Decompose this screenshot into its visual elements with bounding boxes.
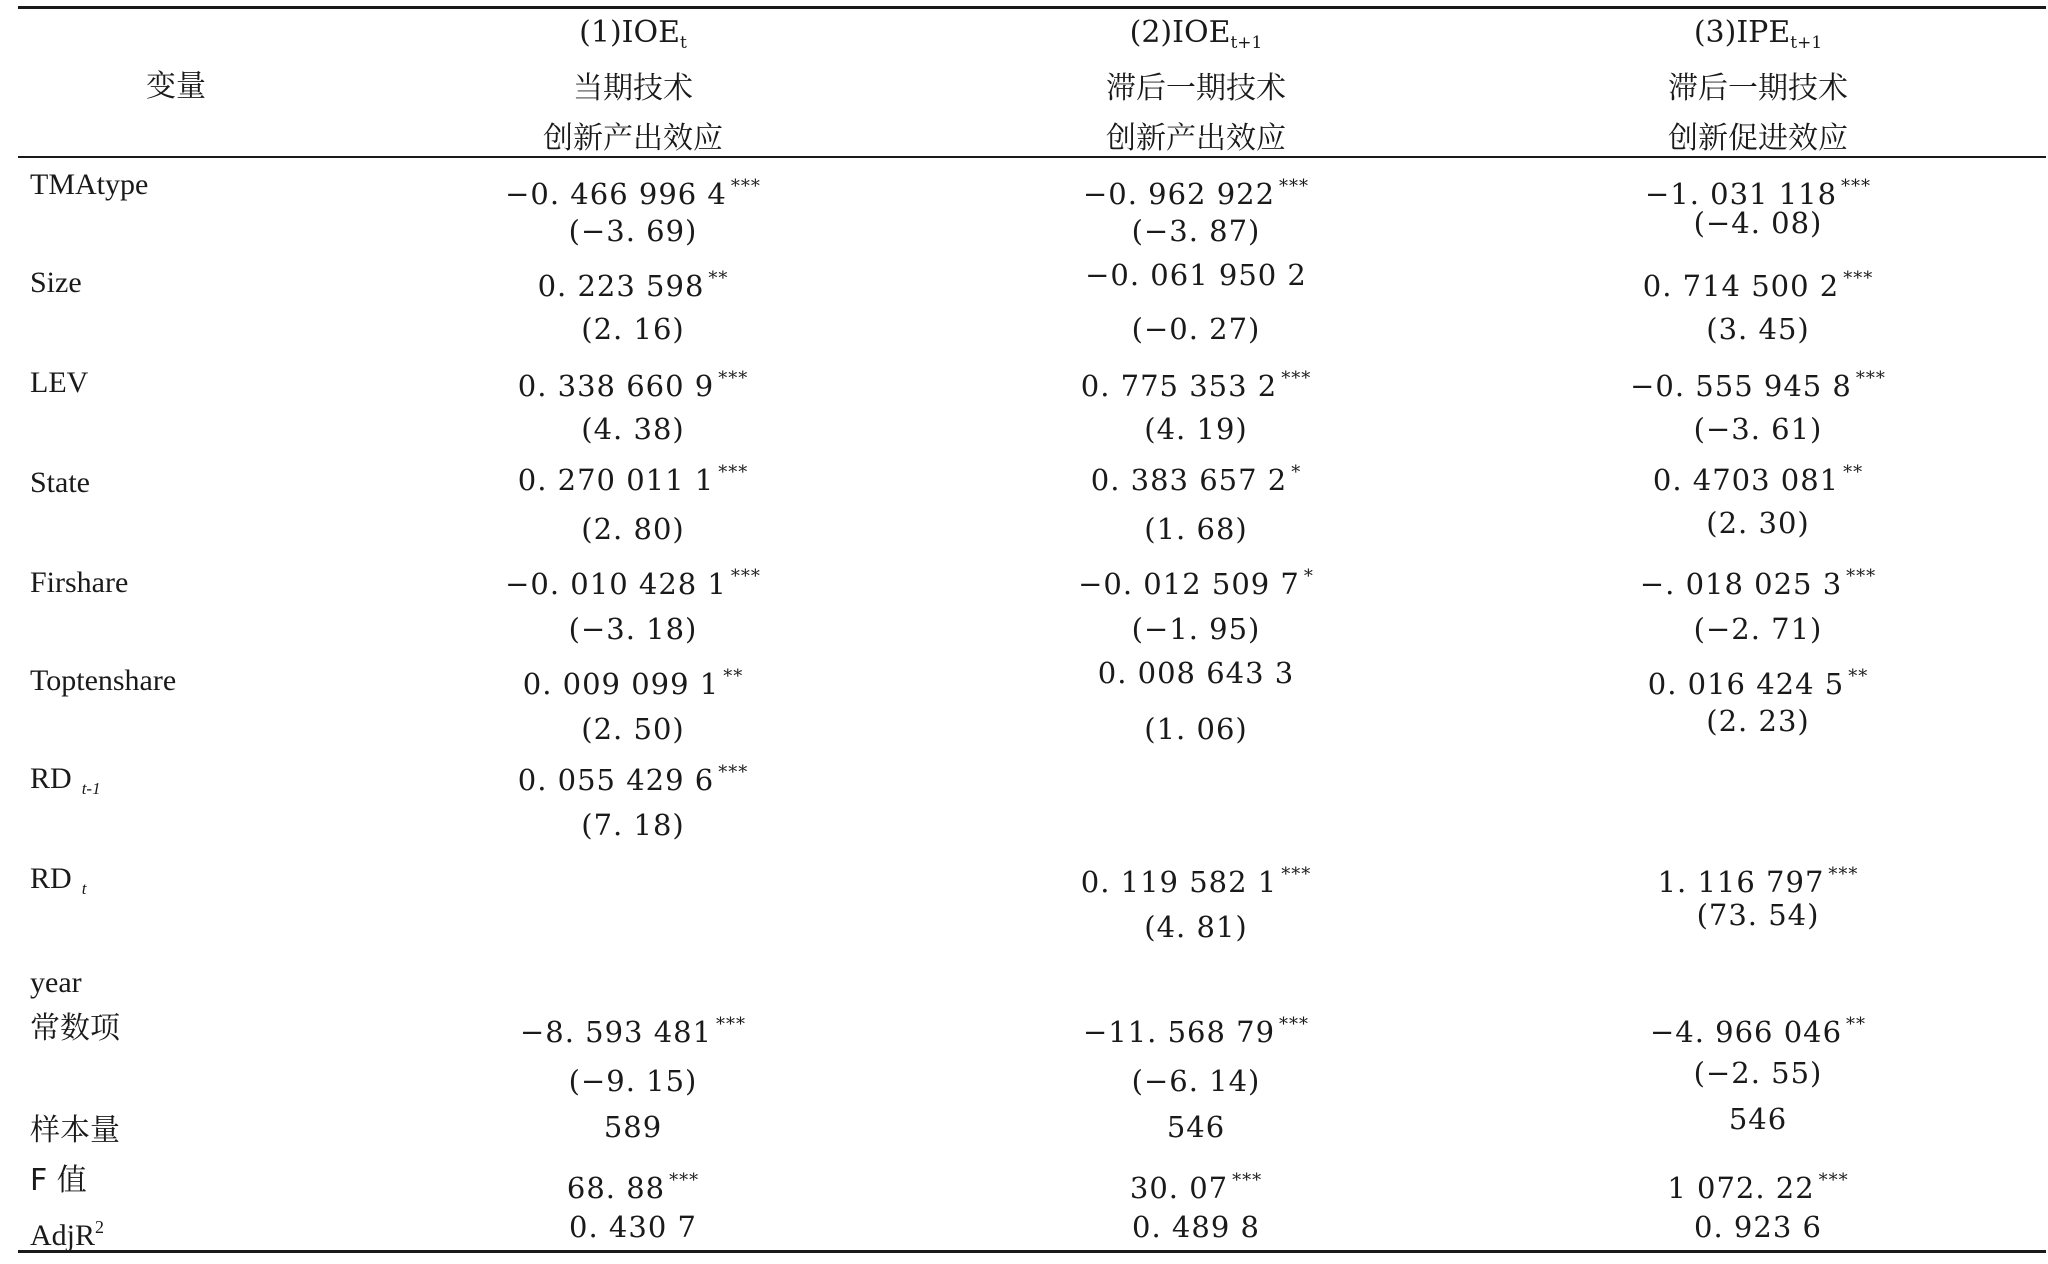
coef-value: −. 018 025 3: [1639, 567, 1843, 601]
row-label: [30, 966, 82, 1000]
col2-header-line3: 创新产出效应: [1106, 121, 1286, 156]
significance-stars: ***: [730, 176, 761, 197]
t-stat-c2: (−0. 27): [1131, 312, 1261, 346]
coef-value: −4. 966 046: [1649, 1015, 1843, 1049]
col1-header-line3: 创新产出效应: [543, 121, 723, 156]
col3-name: IPE: [1736, 15, 1791, 50]
row-label: [30, 266, 82, 300]
coef-value: 0. 489 8: [1132, 1210, 1260, 1244]
coef-c3: [1694, 1210, 1822, 1244]
significance-stars: *: [1291, 462, 1302, 483]
coef-c1: [523, 660, 743, 701]
row-label-text: F 值: [30, 1163, 87, 1198]
row-label-text: RD: [30, 762, 72, 795]
col1-sub: t: [680, 33, 687, 53]
row-label: [30, 466, 90, 500]
t-stat-c1: (7. 18): [581, 808, 685, 842]
coef-c1: [538, 262, 729, 303]
significance-stars: ***: [718, 462, 749, 483]
coef-c3: [1658, 858, 1859, 899]
row-label: [30, 862, 86, 906]
coef-c3: [1630, 362, 1886, 403]
coef-value: 589: [603, 1110, 663, 1144]
row-label-text: RD: [30, 862, 72, 895]
t-stat-c3: (73. 54): [1696, 898, 1820, 932]
row-label-text: Size: [30, 266, 82, 299]
t-stat-c2: (−3. 87): [1131, 214, 1261, 248]
col2-id: (2): [1129, 15, 1173, 50]
t-stat-c2: (−6. 14): [1131, 1064, 1261, 1098]
coef-value: −0. 466 996 4: [505, 177, 727, 211]
coef-value: 68. 88: [566, 1171, 666, 1205]
coef-c1: [505, 170, 761, 211]
significance-stars: ***: [1841, 176, 1872, 197]
t-stat-c3: (−2. 55): [1693, 1056, 1823, 1090]
row-label: [30, 366, 88, 400]
coef-c1: [567, 1164, 699, 1205]
significance-stars: ***: [1232, 1170, 1263, 1191]
significance-stars: ***: [1846, 566, 1877, 587]
t-stat-c2: (4. 81): [1144, 910, 1248, 944]
coef-value: −0. 010 428 1: [505, 567, 727, 601]
significance-stars: ***: [1281, 864, 1312, 885]
coef-c2: [1167, 1110, 1225, 1144]
coef-value: 0. 119 582 1: [1080, 865, 1278, 899]
coef-c2: [1083, 1008, 1309, 1049]
coef-c1: [520, 1008, 746, 1049]
row-label-superscript: 2: [95, 1217, 105, 1237]
col1-id: (1): [579, 15, 622, 50]
col3-header-line2: 滞后一期技术: [1668, 71, 1848, 106]
significance-stars: ***: [716, 1014, 747, 1035]
significance-stars: ***: [1855, 368, 1886, 389]
coef-value: 1. 116 797: [1657, 865, 1825, 899]
row-label: [30, 1210, 104, 1253]
significance-stars: **: [1848, 666, 1869, 687]
coef-c1: [518, 756, 748, 797]
row-label: [30, 168, 148, 202]
t-stat-c1: (2. 16): [581, 312, 685, 346]
top-rule: [18, 6, 2046, 9]
coef-c3: [1645, 170, 1871, 211]
coef-value: −0. 061 950 2: [1085, 258, 1307, 292]
significance-stars: **: [708, 268, 729, 289]
significance-stars: **: [723, 666, 744, 687]
coef-value: 0. 009 099 1: [522, 667, 720, 701]
col2-name: IOE: [1172, 15, 1231, 50]
coef-value: 0. 923 6: [1694, 1210, 1822, 1244]
significance-stars: **: [1843, 462, 1864, 483]
row-label: [30, 566, 128, 600]
coef-value: −0. 962 922: [1082, 177, 1276, 211]
coef-value: 0. 270 011 1: [517, 463, 715, 497]
row-label-text: 常数项: [30, 1011, 120, 1046]
coef-value: −1. 031 118: [1644, 177, 1838, 211]
coef-c1: [604, 1110, 662, 1144]
t-stat-c1: (2. 80): [581, 512, 685, 546]
coef-c2: [1081, 858, 1311, 899]
coef-value: 546: [1166, 1110, 1226, 1144]
coef-c3: [1729, 1102, 1787, 1136]
row-label-text: 样本量: [30, 1113, 120, 1148]
coef-value: 0. 4703 081: [1652, 463, 1840, 497]
coef-value: −11. 568 79: [1082, 1015, 1276, 1049]
coef-c2: [1091, 456, 1301, 497]
col3-id: (3): [1693, 15, 1737, 50]
regression-table: [18, 6, 2046, 1256]
significance-stars: ***: [718, 762, 749, 783]
row-label-text: TMAtype: [30, 168, 149, 201]
coef-c2: [1132, 1210, 1260, 1244]
significance-stars: ***: [1279, 176, 1310, 197]
t-stat-c1: (−9. 15): [568, 1064, 698, 1098]
significance-stars: ***: [730, 566, 761, 587]
col1-name: IOE: [621, 15, 681, 50]
coef-c2: [1130, 1164, 1262, 1205]
col2-header-id: [1130, 16, 1263, 60]
row-label-subscript: t-1: [81, 779, 101, 798]
coef-value: −0. 555 945 8: [1630, 369, 1852, 403]
t-stat-c1: (−3. 18): [568, 612, 698, 646]
coef-c1: [569, 1210, 697, 1244]
header-rule: [18, 156, 2046, 158]
coef-c3: [1653, 456, 1863, 497]
t-stat-c3: (−2. 71): [1693, 612, 1823, 646]
significance-stars: **: [1846, 1014, 1867, 1035]
coef-value: −8. 593 481: [519, 1015, 713, 1049]
significance-stars: ***: [1281, 368, 1312, 389]
row-label-text: AdjR: [30, 1219, 96, 1252]
col3-header-id: [1694, 16, 1822, 60]
coef-c1: [518, 362, 748, 403]
coef-value: 0. 055 429 6: [517, 763, 715, 797]
row-label-text: State: [30, 466, 90, 499]
t-stat-c3: (−4. 08): [1693, 206, 1823, 240]
t-stat-c2: (1. 68): [1144, 512, 1248, 546]
bottom-rule: [18, 1250, 2046, 1253]
row-label: [30, 664, 176, 698]
col1-header-id: [579, 16, 687, 60]
coef-c3: [1640, 560, 1876, 601]
coef-c2: [1078, 560, 1314, 601]
coef-c2: [1081, 362, 1311, 403]
coef-value: 0. 775 353 2: [1080, 369, 1278, 403]
significance-stars: ***: [1843, 268, 1874, 289]
coef-value: 0. 430 7: [569, 1210, 697, 1244]
coef-value: 0. 714 500 2: [1642, 269, 1840, 303]
significance-stars: *: [1303, 566, 1314, 587]
row-label: [30, 1164, 87, 1198]
col3-header-line3: 创新促进效应: [1668, 121, 1848, 156]
coef-c2: [1083, 170, 1309, 211]
coef-c2: [1098, 656, 1294, 690]
t-stat-c3: (3. 45): [1706, 312, 1810, 346]
col3-sub: t+1: [1790, 33, 1823, 53]
row-label-subscript: t: [81, 879, 87, 898]
coef-c3: [1648, 660, 1868, 701]
significance-stars: ***: [1828, 864, 1859, 885]
row-label: [30, 1012, 120, 1046]
row-label: [30, 1114, 120, 1148]
t-stat-c3: (2. 30): [1706, 506, 1810, 540]
coef-c3: [1643, 262, 1873, 303]
t-stat-c2: (1. 06): [1144, 712, 1248, 746]
significance-stars: ***: [718, 368, 749, 389]
row-label-text: LEV: [30, 366, 89, 399]
coef-value: 0. 016 424 5: [1647, 667, 1845, 701]
row-label-text: Firshare: [30, 566, 129, 599]
t-stat-c1: (−3. 69): [568, 214, 698, 248]
t-stat-c3: (−3. 61): [1693, 412, 1823, 446]
coef-c1: [505, 560, 761, 601]
coef-c2: [1085, 258, 1307, 292]
t-stat-c1: (4. 38): [581, 412, 685, 446]
col2-header-line2: 滞后一期技术: [1106, 71, 1286, 106]
coef-c1: [518, 456, 748, 497]
coef-value: 30. 07: [1129, 1171, 1229, 1205]
coef-value: 0. 383 657 2: [1090, 463, 1288, 497]
coef-value: −0. 012 509 7: [1078, 567, 1300, 601]
significance-stars: ***: [669, 1170, 700, 1191]
variable-header: 变量: [146, 69, 206, 104]
t-stat-c2: (−1. 95): [1131, 612, 1261, 646]
coef-c3: [1650, 1008, 1866, 1049]
col1-header-line2: 当期技术: [573, 71, 693, 106]
coef-c3: [1667, 1164, 1848, 1205]
coef-value: 0. 338 660 9: [517, 369, 715, 403]
coef-value: 0. 223 598: [537, 269, 705, 303]
col2-sub: t+1: [1230, 33, 1263, 53]
coef-value: 546: [1728, 1102, 1788, 1136]
significance-stars: ***: [1279, 1014, 1310, 1035]
row-label-text: Toptenshare: [30, 664, 177, 697]
t-stat-c1: (2. 50): [581, 712, 685, 746]
significance-stars: ***: [1818, 1170, 1849, 1191]
row-label: [30, 762, 101, 806]
row-label-text: year: [30, 966, 82, 999]
t-stat-c3: (2. 23): [1706, 704, 1810, 738]
coef-value: 1 072. 22: [1667, 1171, 1815, 1205]
coef-value: 0. 008 643 3: [1097, 656, 1295, 690]
t-stat-c2: (4. 19): [1144, 412, 1248, 446]
